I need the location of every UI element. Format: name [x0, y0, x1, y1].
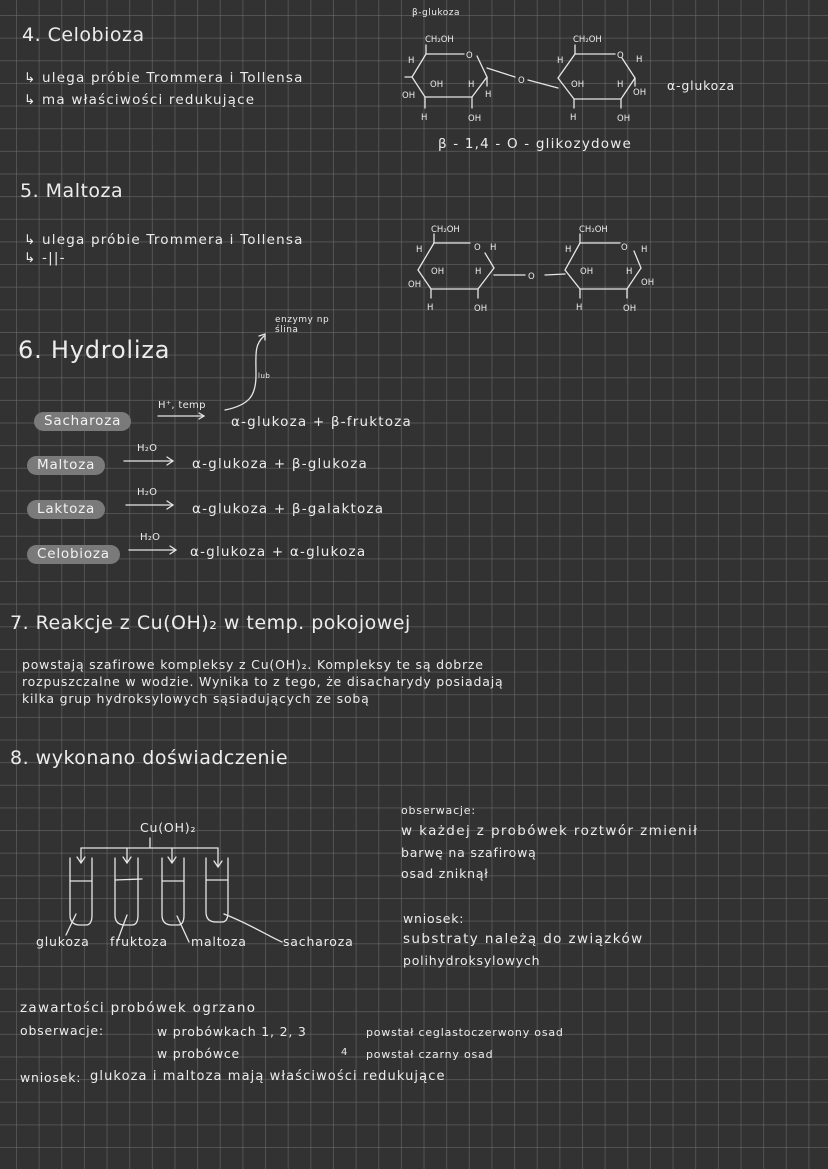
paragraph-line: rozpuszczalne w wodzie. Wynika to z tego, że disacharydy posiadają — [22, 674, 504, 689]
section5-heading: 5. Maltoza — [20, 180, 124, 202]
svg-text:O: O — [621, 243, 628, 253]
svg-text:H: H — [416, 245, 423, 255]
products-celobioza: α-glukoza + α-glukoza — [190, 544, 367, 560]
svg-text:O: O — [528, 272, 535, 282]
observation-line: osad zniknął — [401, 866, 489, 881]
substrate-laktoza: Laktoza — [27, 500, 105, 519]
svg-text:OH: OH — [633, 88, 647, 98]
condition-maltoza: H₂O — [137, 443, 158, 454]
svg-text:H: H — [617, 80, 624, 90]
followup-obs-line1-b: powstał ceglastoczerwony osad — [366, 1026, 564, 1039]
bridge-oxygen: O — [518, 76, 525, 86]
svg-text:OH: OH — [474, 304, 488, 314]
svg-text:CH₂OH: CH₂OH — [431, 225, 460, 235]
svg-text:OH: OH — [623, 304, 637, 314]
svg-text:H: H — [490, 243, 497, 253]
svg-text:H: H — [641, 245, 648, 255]
bullet-arrow-icon: ↳ — [24, 92, 37, 108]
substrate-sacharoza: Sacharoza — [34, 412, 131, 431]
beta-glucose-label: β-glukoza — [412, 8, 461, 18]
svg-text:H: H — [475, 267, 482, 277]
section4-heading: 4. Celobioza — [22, 24, 145, 46]
ring-oxygen: O — [466, 51, 473, 61]
svg-text:H: H — [636, 55, 643, 65]
svg-text:OH: OH — [402, 91, 416, 101]
conclusion-block — [403, 908, 644, 971]
conclusion-line: substraty należą do związków — [403, 931, 644, 947]
tube-label-sacharoza: sacharoza — [283, 934, 354, 949]
condition-laktoza: H₂O — [137, 487, 158, 498]
bullet-text: -||- — [42, 250, 66, 266]
svg-text:H: H — [565, 245, 572, 255]
svg-text:OH: OH — [571, 80, 585, 90]
products-sacharoza: α-glukoza + β-fruktoza — [231, 414, 412, 430]
svg-text:OH: OH — [468, 114, 482, 124]
observations-block — [401, 800, 698, 884]
reagent-label: Cu(OH)₂ — [140, 820, 197, 835]
bullet-text: ulega próbie Trommera i Tollensa — [42, 70, 304, 86]
svg-text:H: H — [576, 303, 583, 313]
followup-obs-line2-b: powstał czarny osad — [366, 1048, 494, 1061]
substrate-maltoza: Maltoza — [27, 456, 105, 475]
svg-text:OH: OH — [617, 114, 631, 124]
ch2oh-label: CH₂OH — [425, 35, 454, 45]
followup-obs-line2-a: w probówce — [157, 1046, 241, 1061]
svg-text:OH: OH — [641, 278, 655, 288]
tube-label-fruktoza: fruktoza — [110, 934, 168, 949]
followup-obs-label: obserwacje: — [20, 1023, 104, 1038]
bullet-text: ulega próbie Trommera i Tollensa — [42, 232, 304, 248]
section7-heading: 7. Reakcje z Cu(OH)₂ w temp. pokojowej — [10, 612, 411, 634]
svg-text:OH: OH — [408, 280, 422, 290]
svg-text:H: H — [468, 80, 475, 90]
products-laktoza: α-glukoza + β-galaktoza — [192, 501, 385, 517]
svg-text:O: O — [474, 243, 481, 253]
svg-text:O: O — [617, 51, 624, 61]
bullet-arrow-icon: ↳ — [24, 232, 37, 248]
bullet-arrow-icon: ↳ — [24, 250, 37, 266]
observations-title: obserwacje: — [401, 804, 476, 817]
enzyme-note-line-1: enzymy np — [275, 315, 330, 325]
svg-text:H: H — [408, 56, 415, 66]
observation-line: w każdej z probówek roztwór zmienił — [401, 823, 699, 839]
svg-text:H: H — [570, 113, 577, 123]
svg-text:H: H — [626, 267, 633, 277]
condition-celobioza: H₂O — [140, 532, 161, 543]
enzyme-note-line-2: ślina — [275, 325, 299, 335]
heating-note: zawartości probówek ogrzano — [20, 1000, 257, 1016]
svg-text:H: H — [557, 56, 564, 66]
svg-text:H: H — [421, 113, 428, 123]
conclusion-title: wniosek: — [403, 911, 465, 926]
followup-conclusion-label: wniosek: — [20, 1070, 82, 1085]
alpha-glucose-label: α-glukoza — [667, 78, 735, 93]
observation-line: barwę na szafirową — [401, 845, 537, 860]
paragraph-line: powstają szafirowe kompleksy z Cu(OH)₂. Kompleksy te są dobrze — [22, 657, 484, 672]
conclusion-line: polihydroksylowych — [403, 953, 541, 968]
condition-sacharoza: H⁺, temp — [158, 400, 206, 411]
svg-text:H: H — [485, 90, 492, 100]
substrate-celobioza: Celobioza — [27, 545, 120, 564]
svg-text:OH: OH — [430, 80, 444, 90]
bullet-arrow-icon: ↳ — [24, 70, 37, 86]
tube-label-glukoza: glukoza — [36, 934, 90, 949]
svg-text:H: H — [427, 303, 434, 313]
products-maltoza: α-glukoza + β-glukoza — [192, 456, 369, 472]
glycosidic-bond-label: β - 1,4 - O - glikozydowe — [438, 136, 632, 152]
tube-label-maltoza: maltoza — [191, 934, 247, 949]
paragraph-line: kilka grup hydroksylowych sąsiadujących ze sobą — [22, 691, 370, 706]
followup-conclusion-text: glukoza i maltoza mają właściwości redukujące — [90, 1069, 446, 1084]
section6-heading: 6. Hydroliza — [18, 336, 171, 364]
svg-text:CH₂OH: CH₂OH — [579, 225, 608, 235]
svg-text:CH₂OH: CH₂OH — [573, 35, 602, 45]
svg-text:OH: OH — [580, 267, 594, 277]
branch-or-label: lub — [258, 372, 271, 380]
svg-text:OH: OH — [431, 267, 445, 277]
bullet-text: ma właściwości redukujące — [42, 92, 256, 108]
section8-heading: 8. wykonano doświadczenie — [10, 747, 289, 769]
followup-obs-line1-a: w probówkach 1, 2, 3 — [157, 1024, 307, 1039]
followup-obs-line2-num: 4 — [341, 1047, 349, 1058]
